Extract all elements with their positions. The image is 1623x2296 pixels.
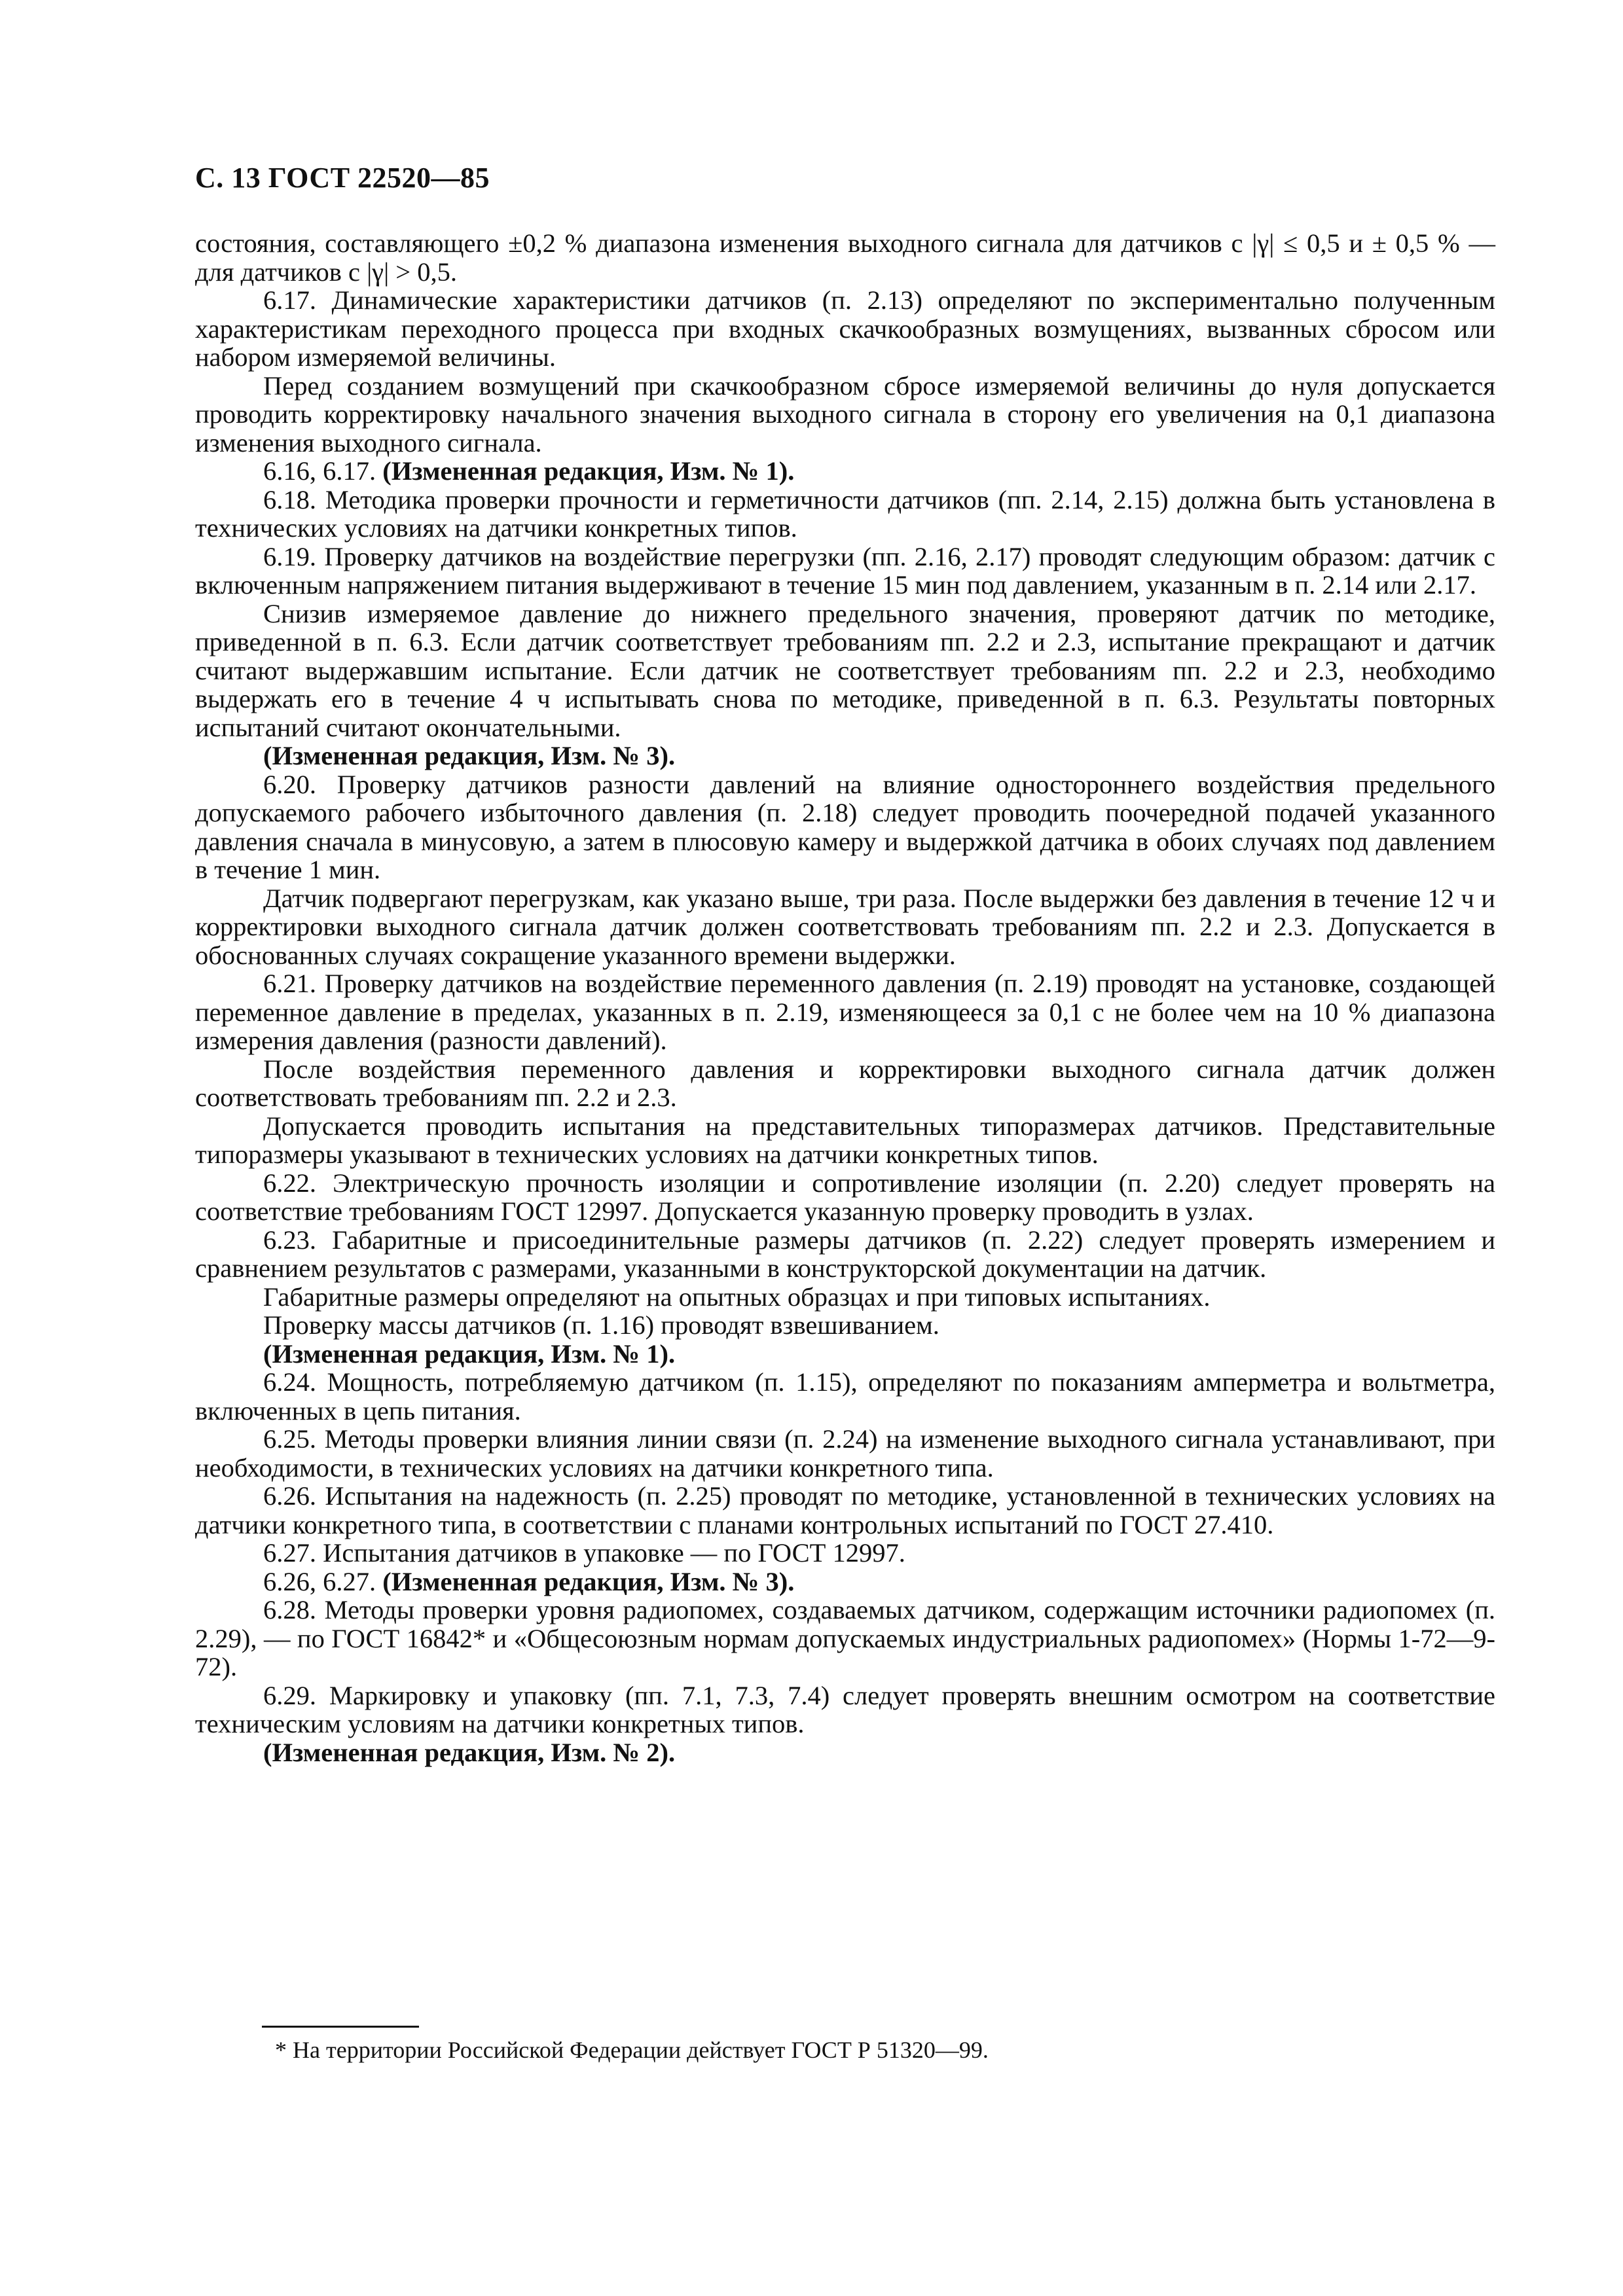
page-header: С. 13 ГОСТ 22520—85 [195,162,490,194]
footnote: * На территории Российской Федерации действует ГОСТ Р 51320—99. [275,2037,989,2063]
paragraph-6-23-mass: Проверку массы датчиков (п. 1.16) проводят взвешиванием. [263,1310,939,1340]
paragraph-continuation: состояния, составляющего ±0,2 % диапазона изменения выходного сигнала для датчиков с |γ| ≤ 0,5 и ± 0,5 % — для датчиков с |γ| > 0,5. [195,228,1495,287]
paragraph-6-21: 6.21. Проверку датчиков на воздействие переменного давления (п. 2.19) проводят на установке, создающей переменное давление в пределах, указанных в п. 2.19, изменяющееся за 0,1 с не более чем на 10 % диапазона измерения давления (разности давлений). [195,969,1495,1055]
paragraph-6-22: 6.22. Электрическую прочность изоляции и сопротивление изоляции (п. 2.20) следует проверять на соответствие требованиям ГОСТ 12997. Допускается указанную проверку проводить в узлах. [195,1168,1495,1226]
amendment-text: (Измененная редакция, Изм. № 1). [382,456,795,486]
paragraph-6-27: 6.27. Испытания датчиков в упаковке — по ГОСТ 12997. [263,1538,905,1568]
paragraph-6-19-continued: Снизив измеряемое давление до нижнего предельного значения, проверяют датчик по методике, приведенной в п. 6.3. Если датчик соответствует требованиям пп. 2.2 и 2.3, испытание прекращают и датчик считают выдержавшим испытание. Если датчик не соответствует требованиям пп. 2.2 и 2.3, необходимо выдержать его в течение 4 ч испытывать снова по методике, приведенной в п. 6.3. Результаты повторных испытаний считают окончательными. [195,598,1495,742]
amendment-prefix: 6.16, 6.17. [263,456,383,486]
paragraph-6-26: 6.26. Испытания на надежность (п. 2.25) проводят по методике, установленной в технических условиях на датчики конкретного типа, в соответствии с планами контрольных испытаний по ГОСТ 27.410. [195,1481,1495,1539]
paragraph-6-24: 6.24. Мощность, потребляемую датчиком (п. 1.15), определяют по показаниям амперметра и вольтметра, включенных в цепь питания. [195,1367,1495,1426]
paragraph-6-17: 6.17. Динамические характеристики датчиков (п. 2.13) определяют по экспериментально полученным характеристикам переходного процесса при входных скачкообразных возмущениях, вызванных сбросом или набором измеряемой величины. [195,285,1495,372]
paragraph-6-23-dimensions: Габаритные размеры определяют на опытных образцах и при типовых испытаниях. [263,1282,1211,1312]
paragraph-6-20: 6.20. Проверку датчиков разности давлений на влияние одностороннего воздействия предельного допускаемого рабочего избыточного давления (п. 2.18) следует проводить поочередной подачей указанного давления сначала в минусовую, а затем в плюсовую камеру и выдержкой датчика в обоих случаях под давлением в течение 1 мин. [195,769,1495,884]
amendment-note-izm-1: (Измененная редакция, Изм. № 1). [263,1338,676,1369]
amendment-text: (Измененная редакция, Изм. № 3). [382,1566,795,1596]
paragraph-6-23: 6.23. Габаритные и присоединительные размеры датчиков (п. 2.22) следует проверять измерением и сравнением результатов с размерами, указанными в конструкторской документации на датчик. [195,1225,1495,1283]
paragraph-6-18: 6.18. Методика проверки прочности и герметичности датчиков (пп. 2.14, 2.15) должна быть установлена в технических условиях на датчики конкретных типов. [195,484,1495,543]
footnote-divider [262,2026,419,2028]
amendment-note-izm-3: (Измененная редакция, Изм. № 3). [263,741,676,770]
paragraph-6-17-note: Перед созданием возмущений при скачкообразном сбросе измеряемой величины до нуля допускается проводить корректировку начального значения выходного сигнала в сторону его увеличения на 0,1 диапазона изменения выходного сигнала. [195,370,1495,457]
paragraph-6-21-continued: После воздействия переменного давления и корректировки выходного сигнала датчик должен соответствовать требованиям пп. 2.2 и 2.3. [195,1054,1495,1112]
paragraph-6-25: 6.25. Методы проверки влияния линии связи (п. 2.24) на изменение выходного сигнала устанавливают, при необходимости, в технических условиях на датчики конкретного типа. [195,1424,1495,1482]
paragraph-6-29: 6.29. Маркировку и упаковку (пп. 7.1, 7.3, 7.4) следует проверять внешним осмотром на соответствие техническим условиям на датчики конкретных типов. [195,1680,1495,1738]
paragraph-6-28: 6.28. Методы проверки уровня радиопомех, создаваемых датчиком, содержащим источники радиопомех (п. 2.29), — по ГОСТ 16842* и «Общесоюзным нормам допускаемых индустриальных радиопомех» (Нормы 1-72—9-72). [195,1595,1495,1681]
paragraph-6-21-representative: Допускается проводить испытания на представительных типоразмерах датчиков. Представительные типоразмеры указывают в технических условиях на датчики конкретных типов. [195,1111,1495,1169]
paragraph-6-19: 6.19. Проверку датчиков на воздействие перегрузки (пп. 2.16, 2.17) проводят следующим образом: датчик с включенным напряжением питания выдерживают в течение 15 мин под давлением, указанным в п. 2.14 или 2.17. [195,541,1495,600]
amendment-note-6-26-6-27 [195,1568,1495,1596]
document-body [195,229,1495,1767]
amendment-note-6-16-6-17 [195,457,1495,486]
paragraph-6-20-continued: Датчик подвергают перегрузкам, как указано выше, три раза. После выдержки без давления в течение 12 ч и корректировки выходного сигнала датчик должен соответствовать требованиям пп. 2.2 и 2.3. Допускается в обоснованных случаях сокращение указанного времени выдержки. [195,883,1495,970]
amendment-note-izm-2: (Измененная редакция, Изм. № 2). [263,1737,676,1767]
amendment-prefix: 6.26, 6.27. [263,1566,383,1596]
